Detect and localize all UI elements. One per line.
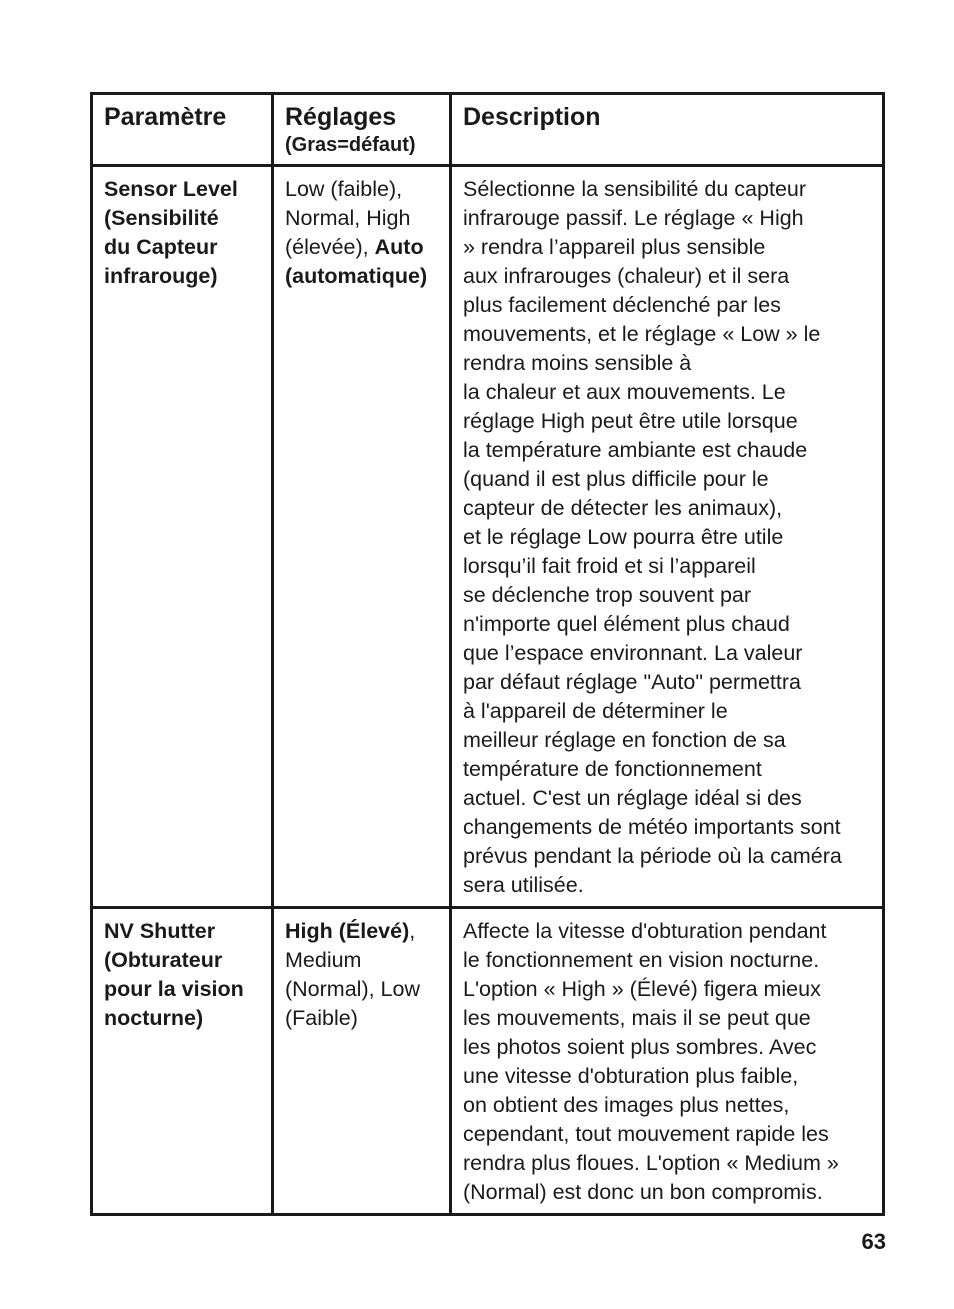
settings-line: Medium	[285, 948, 362, 972]
param-line: (Sensibilité	[104, 206, 219, 230]
description-line: on obtient des images plus nettes,	[463, 1093, 790, 1117]
param-cell	[92, 166, 273, 908]
header-settings	[273, 94, 451, 166]
header-settings-note: (Gras=défaut)	[285, 134, 416, 156]
description-line: cependant, tout mouvement rapide les	[463, 1122, 829, 1146]
param-line: (Obturateur	[104, 948, 223, 972]
description-line: une vitesse d'obturation plus faible,	[463, 1064, 799, 1088]
description-line: et le réglage Low pourra être utile	[463, 525, 784, 549]
description-line: que l’espace environnant. La valeur	[463, 641, 803, 665]
description-line: rendra moins sensible à	[463, 351, 692, 375]
description-line: par défaut réglage "Auto" permettra	[463, 670, 801, 694]
settings-line	[285, 233, 439, 262]
description-line: mouvements, et le réglage « Low » le	[463, 322, 821, 346]
settings-text: ,	[409, 919, 416, 943]
settings-line: (Normal), Low	[285, 977, 420, 1001]
description-line: aux infrarouges (chaleur) et il sera	[463, 264, 790, 288]
description-line: plus facilement déclenché par les	[463, 293, 781, 317]
description-line: température de fonctionnement	[463, 757, 762, 781]
param-line: Sensor Level	[104, 177, 238, 201]
param-cell	[92, 908, 273, 1215]
settings-line: Low (faible),	[285, 177, 403, 201]
description-cell	[451, 908, 884, 1215]
param-line: du Capteur	[104, 235, 218, 259]
param-line: pour la vision	[104, 977, 244, 1001]
description-line: infrarouge passif. Le réglage « High	[463, 206, 804, 230]
settings-table	[90, 92, 885, 1216]
param-line: nocturne)	[104, 1006, 204, 1030]
description-line: n'importe quel élément plus chaud	[463, 612, 790, 636]
description-line: le fonctionnement en vision nocturne.	[463, 948, 820, 972]
settings-default-text: High (Élevé)	[285, 919, 410, 943]
table-header-row	[92, 94, 884, 166]
settings-line	[285, 917, 439, 946]
description-line: changements de météo importants sont	[463, 815, 841, 839]
description-line: Affecte la vitesse d'obturation pendant	[463, 919, 827, 943]
description-cell	[451, 166, 884, 908]
description-line: (Normal) est donc un bon compromis.	[463, 1180, 823, 1204]
settings-line: (Faible)	[285, 1006, 358, 1030]
settings-line	[285, 262, 439, 291]
description-line: (quand il est plus difficile pour le	[463, 467, 769, 491]
description-line: lorsqu’il fait froid et si l’appareil	[463, 554, 756, 578]
settings-default-text: (automatique)	[285, 264, 428, 288]
param-line: infrarouge)	[104, 264, 218, 288]
description-line: capteur de détecter les animaux),	[463, 496, 783, 520]
settings-cell	[273, 166, 451, 908]
table-row	[92, 908, 884, 1215]
description-line: les photos soient plus sombres. Avec	[463, 1035, 817, 1059]
description-line: actuel. C'est un réglage idéal si des	[463, 786, 802, 810]
description-line: sera utilisée.	[463, 873, 584, 897]
table-row	[92, 166, 884, 908]
settings-default-text: Auto	[374, 235, 424, 259]
header-settings-label: Réglages	[285, 103, 397, 131]
description-line: la chaleur et aux mouvements. Le	[463, 380, 786, 404]
description-line: Sélectionne la sensibilité du capteur	[463, 177, 807, 201]
description-line: prévus pendant la période où la caméra	[463, 844, 842, 868]
description-line: » rendra l’appareil plus sensible	[463, 235, 766, 259]
description-line: se déclenche trop souvent par	[463, 583, 752, 607]
page-number: 63	[861, 1229, 886, 1254]
settings-line: Normal, High	[285, 206, 411, 230]
settings-text: (élevée),	[285, 235, 375, 259]
description-line: à l'appareil de déterminer le	[463, 699, 728, 723]
description-line: meilleur réglage en fonction de sa	[463, 728, 786, 752]
description-line: réglage High peut être utile lorsque	[463, 409, 798, 433]
description-line: L'option « High » (Élevé) figera mieux	[463, 977, 821, 1001]
settings-cell	[273, 908, 451, 1215]
header-description: Description	[451, 94, 884, 166]
description-line: la température ambiante est chaude	[463, 438, 808, 462]
description-line: les mouvements, mais il se peut que	[463, 1006, 811, 1030]
header-param: Paramètre	[92, 94, 273, 166]
description-line: rendra plus floues. L'option « Medium »	[463, 1151, 839, 1175]
param-line: NV Shutter	[104, 919, 216, 943]
